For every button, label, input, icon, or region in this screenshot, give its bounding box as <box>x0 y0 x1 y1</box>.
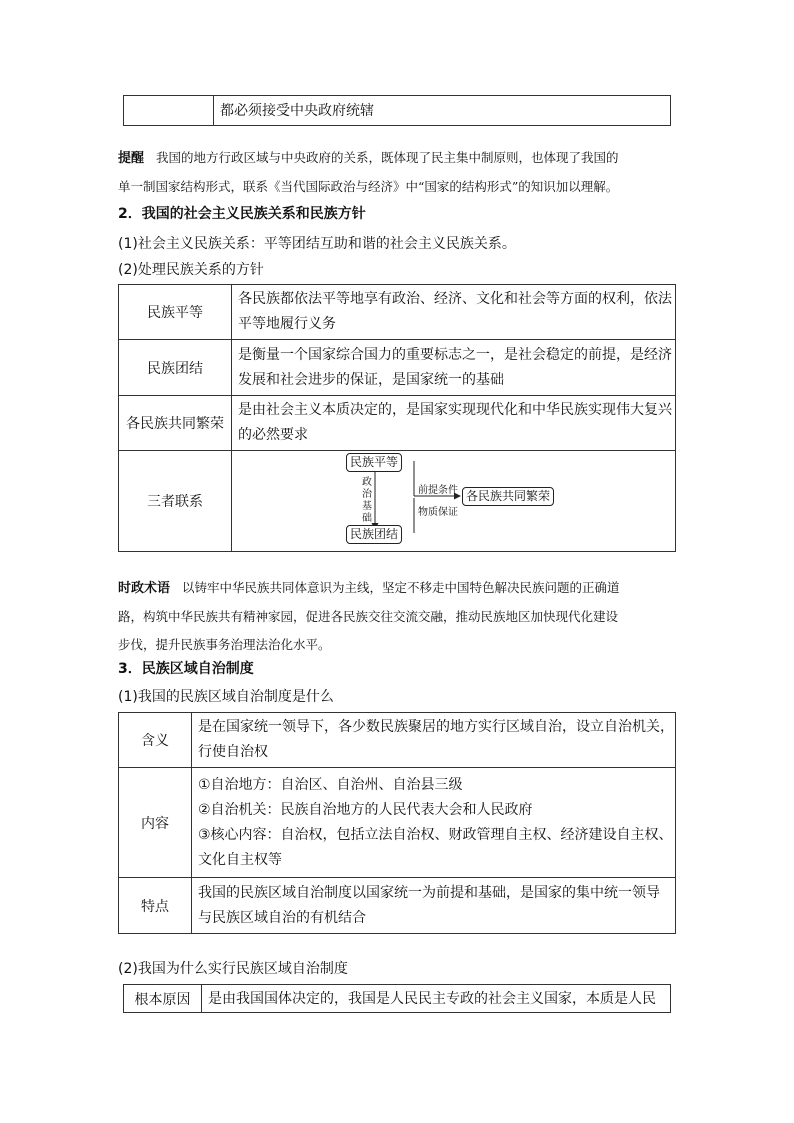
section-2-sub-1: (1)社会主义民族关系：平等团结互助和谐的社会主义民族关系。 <box>118 236 516 252</box>
section-3-sub-1: (1)我国的民族区域自治制度是什么 <box>118 689 334 705</box>
vertical-label-1: 政 <box>362 477 372 488</box>
row-line: 文化自主权等 <box>198 851 282 868</box>
table-row <box>119 768 676 878</box>
top-table-text: 都必须接受中央政府统辖 <box>214 96 671 126</box>
row-line: 是由社会主义本质决定的，是国家实现现代化和中华民族实现伟大复兴 <box>238 402 672 418</box>
row-line: 行使自治权 <box>198 744 268 760</box>
reason-table <box>123 984 671 1013</box>
row-line: 我国的民族区域自治制度以国家统一为前提和基础，是国家的集中统一领导 <box>198 884 660 901</box>
reminder-note <box>118 144 688 201</box>
row-line: 是在国家统一领导下，各少数民族聚居的地方实行区域自治，设立自治机关， <box>198 719 674 735</box>
row-line: 平等地履行义务 <box>238 316 336 332</box>
reason-label: 根本原因 <box>124 985 202 1013</box>
politics-term-label: 时政术语 <box>118 581 171 596</box>
row-line: 各民族都依法平等地享有政治、经济、文化和社会等方面的权利，依法 <box>238 291 672 307</box>
autonomy-table <box>118 712 676 934</box>
relationship-diagram-cell <box>232 451 676 552</box>
ethnic-policy-table <box>118 284 676 552</box>
row-line: ③核心内容：自治权，包括立法自治权、财政管理自主权、经济建设自主权、 <box>198 826 673 843</box>
vertical-label-2: 治 <box>362 489 372 500</box>
relationship-diagram <box>232 451 672 551</box>
politics-term-line-3: 步伐，提升民族事务治理法治化水平。 <box>118 637 331 652</box>
row-line: 是衡量一个国家综合国力的重要标志之一，是社会稳定的前提，是经济 <box>238 346 672 363</box>
table-row <box>119 451 676 552</box>
top-table-left-cell <box>124 96 214 126</box>
row-content <box>232 340 676 396</box>
row-line: 与民族区域自治的有机结合 <box>198 909 366 926</box>
table-row <box>119 396 676 451</box>
row-label: 各民族共同繁荣 <box>119 396 232 451</box>
row-label: 内容 <box>119 768 192 878</box>
table-row <box>119 713 676 768</box>
row-label: 三者联系 <box>119 451 232 552</box>
section-2-heading: 2．我国的社会主义民族关系和民族方针 <box>118 206 366 222</box>
row-label: 民族平等 <box>119 285 232 340</box>
vertical-label-3: 基 <box>362 501 372 512</box>
reason-text: 是由我国国体决定的，我国是人民民主专政的社会主义国家，本质是人民 <box>202 985 671 1013</box>
politics-term-line-2: 路，构筑中华民族共有精神家园，促进各民族交往交流交融，推动民族地区加快现代化建设 <box>118 609 619 624</box>
row-content <box>192 878 676 934</box>
diagram-arrows <box>232 451 672 551</box>
row-label: 含义 <box>119 713 192 768</box>
table-row <box>119 878 676 934</box>
row-label: 特点 <box>119 878 192 934</box>
politics-term-note <box>118 574 688 659</box>
vertical-label-4: 础 <box>362 513 372 524</box>
row-content <box>232 396 676 451</box>
row-content <box>192 713 676 768</box>
reminder-line-1: 我国的地方行政区域与中央政府的关系，既体现了民主集中制原则，也体现了我国的 <box>156 150 619 165</box>
box-equality: 民族平等 <box>346 453 402 472</box>
table-row <box>119 285 676 340</box>
politics-term-line-1: 以铸牢中华民族共同体意识为主线，坚定不移走中国特色解决民族问题的正确道 <box>182 580 620 595</box>
section-3-heading: 3．民族区域自治制度 <box>118 661 254 677</box>
arrow-label-top: 前提条件 <box>418 485 458 496</box>
arrow-label-bottom: 物质保证 <box>418 507 458 518</box>
top-table <box>123 95 671 126</box>
row-content <box>192 768 676 878</box>
section-3-sub-2: (2)我国为什么实行民族区域自治制度 <box>118 961 348 977</box>
table-row <box>119 340 676 396</box>
row-label: 民族团结 <box>119 340 232 396</box>
row-line: ②自治机关：民族自治地方的人民代表大会和人民政府 <box>198 801 533 818</box>
reminder-label: 提醒 <box>118 151 145 166</box>
row-line: ①自治地方：自治区、自治州、自治县三级 <box>198 776 463 793</box>
box-unity: 民族团结 <box>346 525 402 544</box>
row-line: 的必然要求 <box>238 427 308 443</box>
row-line: 发展和社会进步的保证，是国家统一的基础 <box>238 371 504 388</box>
row-content <box>232 285 676 340</box>
box-prosperity: 各民族共同繁荣 <box>462 487 554 506</box>
section-2-sub-2: (2)处理民族关系的方针 <box>118 262 264 278</box>
reminder-line-2: 单一制国家结构形式，联系《当代国际政治与经济》中“国家的结构形式”的知识加以理解。 <box>118 179 619 194</box>
